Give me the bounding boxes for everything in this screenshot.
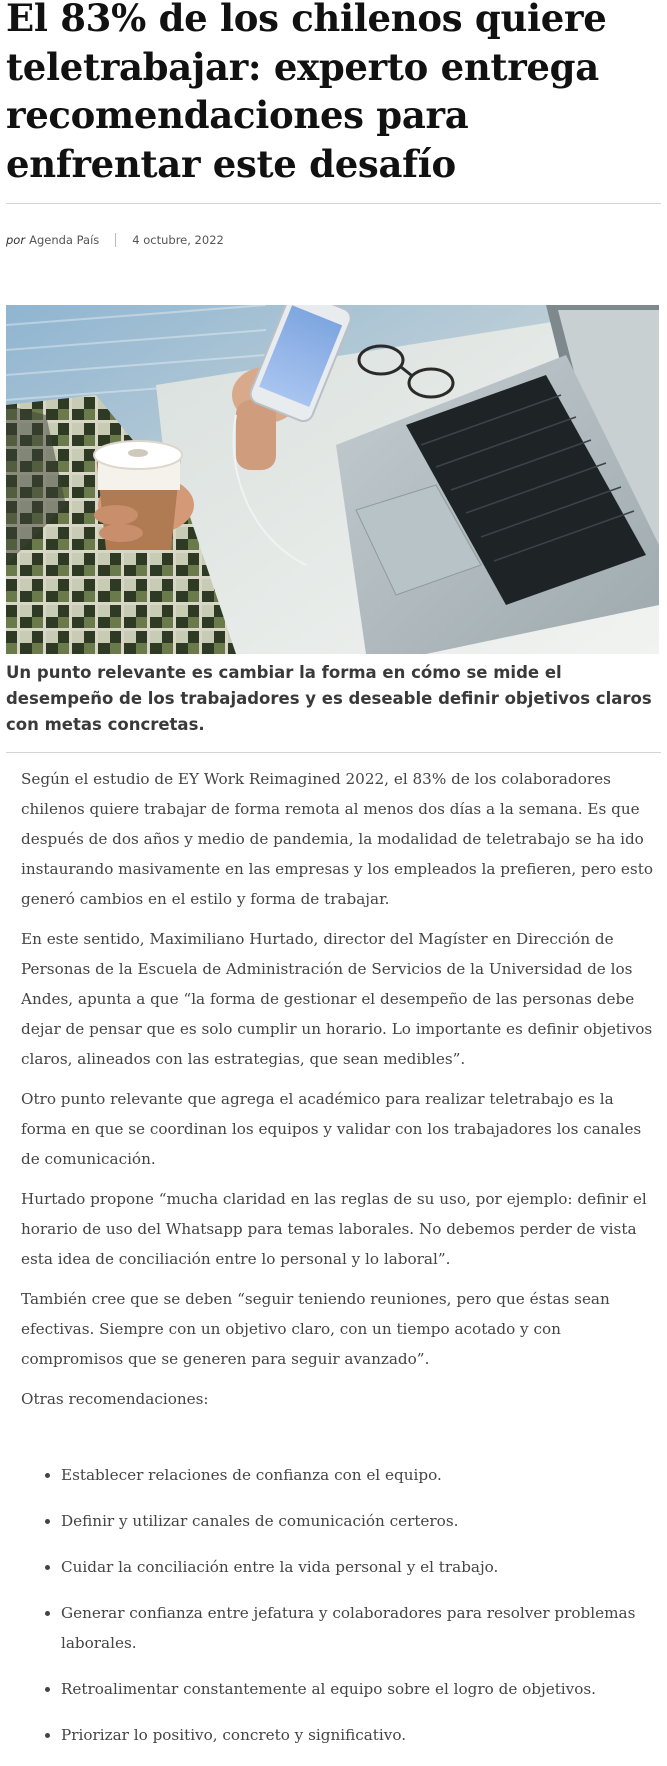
hero-image <box>6 305 659 654</box>
caption-divider <box>6 752 661 753</box>
meta-separator <box>115 233 116 247</box>
list-item: • Cuidar la conciliación entre la vida personal y el trabajo. <box>61 1552 663 1582</box>
article-meta <box>6 231 224 249</box>
title-divider <box>6 203 661 204</box>
list-item: • Generar confianza entre jefatura y colaboradores para resolver problemas laborales. <box>61 1598 663 1658</box>
image-caption: Un punto relevante es cambiar la forma en cómo se mide el desempeño de los trabajadores y es deseable definir objetivos claros con metas concretas. <box>6 663 652 734</box>
article-title: El 83% de los chilenos quiere teletrabajar: experto entrega recomendaciones para enfrentar este desafío <box>6 0 607 186</box>
hero-illustration <box>6 305 659 654</box>
publish-date: 4 octubre, 2022 <box>132 233 224 247</box>
list-item: • Definir y utilizar canales de comunicación certeros. <box>61 1506 663 1536</box>
paragraph: Según el estudio de EY Work Reimagined 2022, el 83% de los colaboradores chilenos quiere trabajar de forma remota al menos dos días a la semana. Es que después de dos años y medio de pandemia, la modalidad de teletrabajo se ha ido instaurando masivamente en las empresas y los empleados la prefieren, pero esto generó cambios en el estilo y forma de trabajar. <box>21 770 653 908</box>
paragraph: Hurtado propone “mucha claridad en las reglas de su uso, por ejemplo: definir el horario de uso del Whatsapp para temas laborales. No debemos perder de vista esta idea de conciliación entre lo personal y lo laboral”. <box>21 1190 647 1268</box>
paragraph: También cree que se deben “seguir teniendo reuniones, pero que éstas sean efectivas. Siempre con un objetivo claro, con un tiempo acotado y con compromisos que se generen para seguir avanzado”. <box>21 1290 610 1368</box>
list-item: • Establecer relaciones de confianza con el equipo. <box>61 1460 663 1490</box>
article-body <box>21 764 663 1766</box>
recommendations-list <box>21 1460 663 1750</box>
paragraph: En este sentido, Maximiliano Hurtado, director del Magíster en Dirección de Personas de la Escuela de Administración de Servicios de la Universidad de los Andes, apunta a que “la forma de gestionar el desempeño de las personas debe dejar de pensar que es solo cumplir un horario. Lo importante es definir objetivos claros, alineados con las estrategias, que sean medibles”. <box>21 930 653 1068</box>
list-item: • Priorizar lo positivo, concreto y significativo. <box>61 1720 663 1750</box>
author-link[interactable]: Agenda País <box>29 233 100 247</box>
paragraph: Otro punto relevante que agrega el académico para realizar teletrabajo es la forma en que se coordinan los equipos y validar con los trabajadores los canales de comunicación. <box>21 1090 642 1168</box>
paragraph: Otras recomendaciones: <box>21 1390 209 1408</box>
list-item: • Retroalimentar constantemente al equipo sobre el logro de objetivos. <box>61 1674 663 1704</box>
byline-prefix: por <box>6 233 26 247</box>
